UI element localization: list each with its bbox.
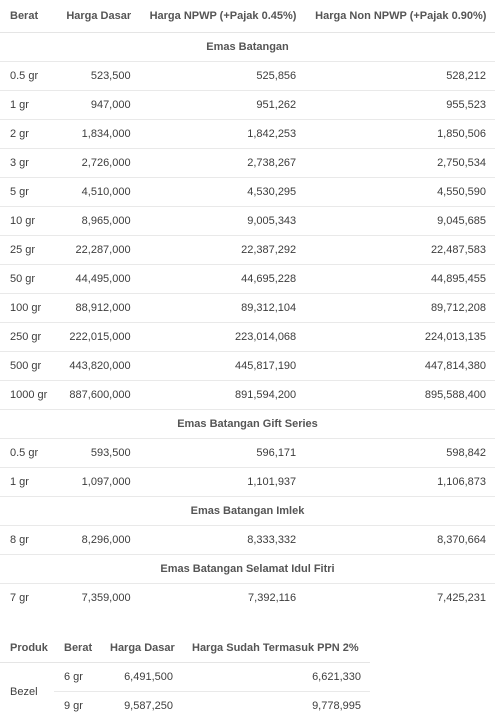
cell-harga-npwp: 89,312,104	[140, 294, 306, 323]
section-row	[0, 497, 495, 526]
cell-harga-dasar: 222,015,000	[56, 323, 139, 352]
cell-harga-npwp: 596,171	[140, 439, 306, 468]
table-row	[0, 62, 495, 91]
table-body	[0, 33, 495, 613]
cell-harga-npwp: 4,530,295	[140, 178, 306, 207]
cell-harga-dasar: 1,097,000	[56, 468, 139, 497]
cell-harga-ppn: 9,778,995	[182, 692, 370, 721]
cell-harga-dasar: 2,726,000	[56, 149, 139, 178]
cell-harga-non-npwp: 955,523	[305, 91, 495, 120]
table-header-row	[0, 0, 495, 33]
cell-harga-npwp: 445,817,190	[140, 352, 306, 381]
cell-bezel-berat: 6 gr	[54, 663, 100, 692]
cell-harga-npwp: 525,856	[140, 62, 306, 91]
table-row	[0, 207, 495, 236]
cell-harga-dasar: 593,500	[56, 439, 139, 468]
cell-berat: 10 gr	[0, 207, 56, 236]
cell-berat: 5 gr	[0, 178, 56, 207]
section-row	[0, 33, 495, 62]
cell-berat: 1 gr	[0, 91, 56, 120]
cell-harga-dasar: 4,510,000	[56, 178, 139, 207]
cell-harga-npwp: 44,695,228	[140, 265, 306, 294]
section-title: Emas Batangan Imlek	[0, 497, 495, 526]
cell-harga-non-npwp: 9,045,685	[305, 207, 495, 236]
section-row	[0, 555, 495, 584]
cell-harga-npwp: 2,738,267	[140, 149, 306, 178]
table-row	[0, 323, 495, 352]
cell-harga-non-npwp: 4,550,590	[305, 178, 495, 207]
cell-harga-npwp: 1,101,937	[140, 468, 306, 497]
cell-bezel-harga-dasar: 9,587,250	[100, 692, 182, 721]
table-row	[0, 265, 495, 294]
table-row	[0, 526, 495, 555]
cell-harga-non-npwp: 447,814,380	[305, 352, 495, 381]
cell-harga-non-npwp: 2,750,534	[305, 149, 495, 178]
cell-harga-non-npwp: 598,842	[305, 439, 495, 468]
header-harga-non-npwp: Harga Non NPWP (+Pajak 0.90%)	[305, 0, 495, 33]
cell-berat: 3 gr	[0, 149, 56, 178]
cell-harga-npwp: 1,842,253	[140, 120, 306, 149]
cell-harga-dasar: 8,296,000	[56, 526, 139, 555]
header-harga-ppn: Harga Sudah Termasuk PPN 2%	[182, 634, 370, 663]
cell-harga-dasar: 44,495,000	[56, 265, 139, 294]
table-row	[0, 120, 495, 149]
table-row	[0, 439, 495, 468]
table-row	[0, 468, 495, 497]
table-row	[0, 352, 495, 381]
table-row	[0, 381, 495, 410]
section-title: Emas Batangan Gift Series	[0, 410, 495, 439]
cell-harga-npwp: 891,594,200	[140, 381, 306, 410]
cell-berat: 8 gr	[0, 526, 56, 555]
header-harga-npwp: Harga NPWP (+Pajak 0.45%)	[140, 0, 306, 33]
cell-harga-non-npwp: 8,370,664	[305, 526, 495, 555]
bezel-header-row	[0, 634, 370, 663]
cell-produk: Bezel	[0, 663, 54, 721]
cell-harga-non-npwp: 1,106,873	[305, 468, 495, 497]
section-title: Emas Batangan Selamat Idul Fitri	[0, 555, 495, 584]
cell-harga-non-npwp: 22,487,583	[305, 236, 495, 265]
cell-harga-dasar: 887,600,000	[56, 381, 139, 410]
cell-berat: 100 gr	[0, 294, 56, 323]
table-row	[0, 294, 495, 323]
cell-harga-dasar: 443,820,000	[56, 352, 139, 381]
cell-bezel-harga-dasar: 6,491,500	[100, 663, 182, 692]
cell-harga-npwp: 9,005,343	[140, 207, 306, 236]
cell-harga-ppn: 6,621,330	[182, 663, 370, 692]
table-row	[0, 91, 495, 120]
header-bezel-berat: Berat	[54, 634, 100, 663]
cell-harga-dasar: 88,912,000	[56, 294, 139, 323]
cell-berat: 0.5 gr	[0, 62, 56, 91]
cell-harga-npwp: 8,333,332	[140, 526, 306, 555]
cell-harga-dasar: 523,500	[56, 62, 139, 91]
cell-berat: 0.5 gr	[0, 439, 56, 468]
cell-harga-non-npwp: 1,850,506	[305, 120, 495, 149]
section-row	[0, 410, 495, 439]
cell-harga-non-npwp: 528,212	[305, 62, 495, 91]
cell-harga-non-npwp: 895,588,400	[305, 381, 495, 410]
cell-berat: 1 gr	[0, 468, 56, 497]
cell-harga-npwp: 22,387,292	[140, 236, 306, 265]
cell-berat: 25 gr	[0, 236, 56, 265]
cell-berat: 2 gr	[0, 120, 56, 149]
cell-bezel-berat: 9 gr	[54, 692, 100, 721]
cell-harga-non-npwp: 7,425,231	[305, 584, 495, 613]
table-row	[0, 178, 495, 207]
bezel-row	[0, 663, 370, 692]
cell-berat: 1000 gr	[0, 381, 56, 410]
cell-harga-dasar: 947,000	[56, 91, 139, 120]
cell-harga-dasar: 7,359,000	[56, 584, 139, 613]
cell-harga-npwp: 223,014,068	[140, 323, 306, 352]
table-row	[0, 236, 495, 265]
section-title: Emas Batangan	[206, 41, 289, 53]
cell-harga-non-npwp: 44,895,455	[305, 265, 495, 294]
bezel-table-body	[0, 663, 370, 721]
cell-berat: 500 gr	[0, 352, 56, 381]
bezel-price-table	[0, 634, 370, 720]
cell-harga-dasar: 1,834,000	[56, 120, 139, 149]
table-row	[0, 149, 495, 178]
cell-harga-non-npwp: 224,013,135	[305, 323, 495, 352]
cell-harga-non-npwp: 89,712,208	[305, 294, 495, 323]
cell-berat: 250 gr	[0, 323, 56, 352]
table-row	[0, 584, 495, 613]
cell-harga-npwp: 951,262	[140, 91, 306, 120]
header-berat: Berat	[0, 0, 56, 33]
cell-harga-npwp: 7,392,116	[140, 584, 306, 613]
header-harga-dasar: Harga Dasar	[56, 0, 139, 33]
cell-harga-dasar: 8,965,000	[56, 207, 139, 236]
header-produk: Produk	[0, 634, 54, 663]
cell-harga-dasar: 22,287,000	[56, 236, 139, 265]
cell-berat: 50 gr	[0, 265, 56, 294]
bezel-row	[0, 692, 370, 721]
cell-berat: 7 gr	[0, 584, 56, 613]
header-bezel-harga-dasar: Harga Dasar	[100, 634, 182, 663]
